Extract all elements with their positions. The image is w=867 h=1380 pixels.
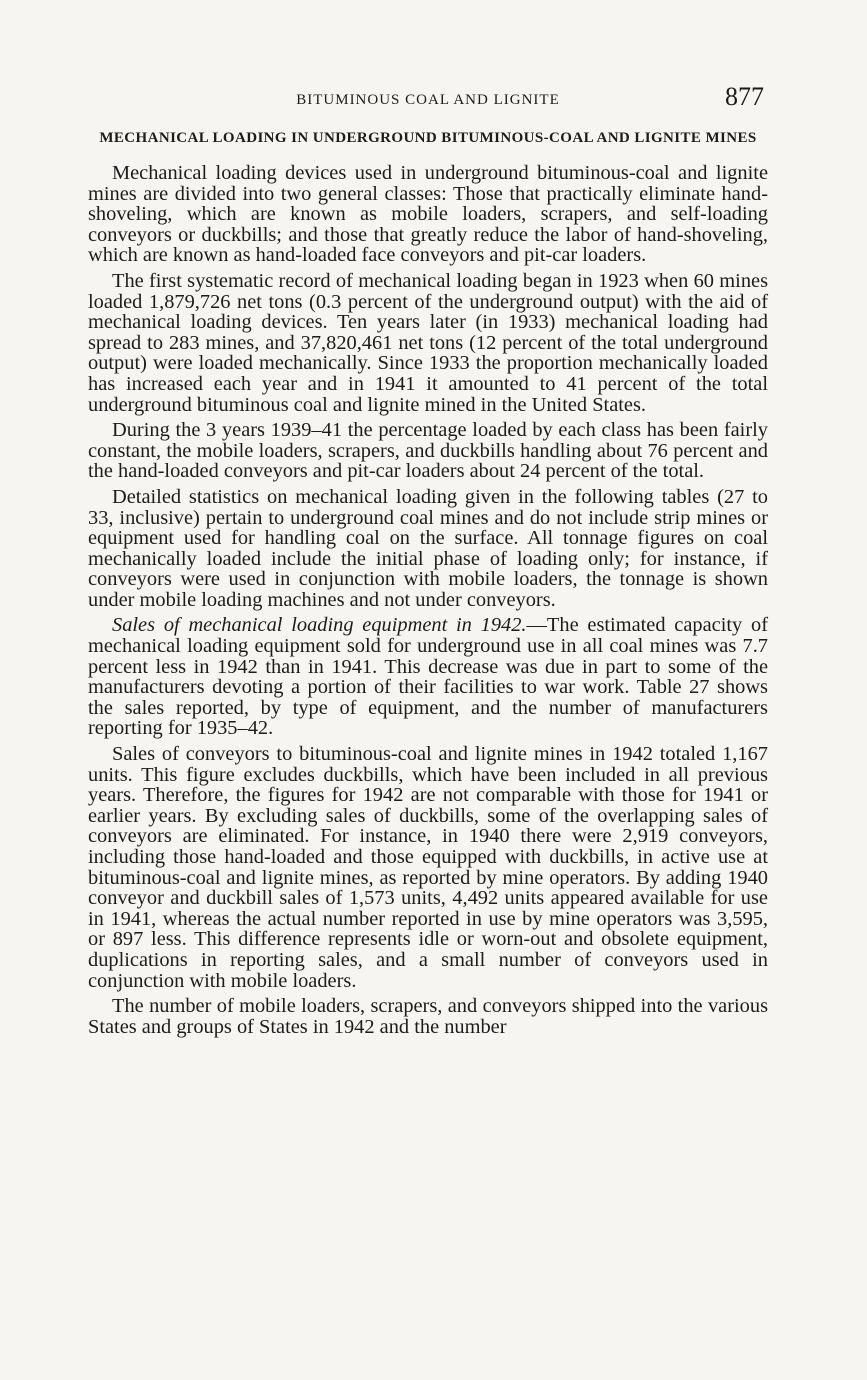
body-paragraph: Detailed statistics on mechanical loading given in the following tables (27 to 33, inclusive) pertain to underground coal mines and do not include strip mines or equipment used for handling coal on the surface. All tonnage figures on coal mechanically loaded include the initial phase of loading only; for instance, if conveyors were used in conjunction with mobile loaders, the tonnage is shown under mobile loading machines and not under conveyors. xyxy=(88,485,768,611)
body-paragraph: Mechanical loading devices used in underground bituminous-coal and lignite mines are divided into two general classes: Those that practically eliminate hand-shoveling, which are known as mobile loaders, scrapers, and self-loading conveyors or duckbills; and those that greatly reduce the labor of hand-shoveling, which are known as hand-loaded face conveyors and pit-car loaders. xyxy=(88,162,768,267)
paragraph-text: —The estimated capacity of mechanical loading equipment sold for underground use in all coal mines was 7.7 percent less in 1942 than in 1941. This decrease was due in part to some of the manufacturers devoting a portion of their facilities to war work. Table 27 shows the sales reported, by type of equipment, and the number of manufacturers reporting for 1935–42. xyxy=(88,614,768,740)
paragraph-lead: Sales of mechanical loading equipment in 1942. xyxy=(112,614,527,637)
section-title: MECHANICAL LOADING IN UNDERGROUND BITUMINOUS-COAL AND LIGNITE MINES xyxy=(99,130,757,146)
running-head xyxy=(88,82,768,118)
body-paragraph: The number of mobile loaders, scrapers, and conveyors shipped into the various States and groups of States in 1942 and the number xyxy=(88,995,768,1038)
document-page xyxy=(88,82,768,1042)
body-paragraph: During the 3 years 1939–41 the percentage loaded by each class has been fairly constant, the mobile loaders, scrapers, and duckbills handling about 76 percent and the hand-loaded conveyors and pit-car loaders about 24 percent of the total. xyxy=(88,419,768,483)
page-number: 877 xyxy=(725,82,764,111)
body-paragraph: Sales of conveyors to bituminous-coal and lignite mines in 1942 totaled 1,167 units. This figure excludes duckbills, which have been included in all previous years. Therefore, the figures for 1942 are not comparable with those for 1941 or earlier years. By excluding sales of duckbills, some of the overlapping sales of conveyors are eliminated. For instance, in 1940 there were 2,919 conveyors, including those hand-loaded and those equipped with duckbills, in active use at bituminous-coal and lignite mines, as reported by mine operators. By adding 1940 conveyor and duckbill sales of 1,573 units, 4,492 units appeared available for use in 1941, whereas the actual number reported in use by mine operators was 3,595, or 897 less. This difference represents idle or worn-out and obsolete equipment, duplications in reporting sales, and a small number of conveyors used in conjunction with mobile loaders. xyxy=(88,743,768,992)
body-paragraph: The first systematic record of mechanical loading began in 1923 when 60 mines loaded 1,879,726 net tons (0.3 percent of the underground output) with the aid of mechanical loading devices. Ten years later (in 1933) mechanical loading had spread to 283 mines, and 37,820,461 net tons (12 percent of the total underground output) were loaded mechanically. Since 1933 the proportion mechanically loaded has increased each year and in 1941 it amounted to 41 percent of the total underground bituminous coal and lignite mined in the United States. xyxy=(88,269,768,416)
running-title: BITUMINOUS COAL AND LIGNITE xyxy=(296,92,560,108)
body-paragraph xyxy=(88,615,768,739)
